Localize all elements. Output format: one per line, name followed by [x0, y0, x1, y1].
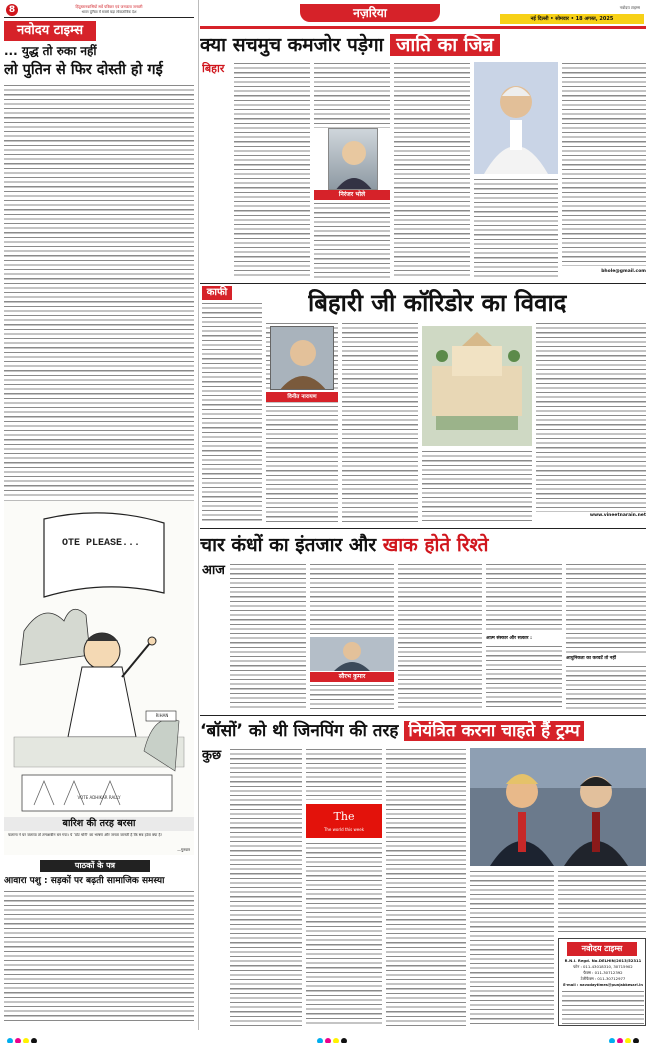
top-tagline: हिंदुस्तानवासियों सर्वे पत्रिकर एवं जनवाता जनवरी: [75, 4, 143, 9]
left-panel: [0, 0, 196, 1043]
article-col-2b: [310, 684, 394, 709]
article-col-5: [566, 563, 646, 653]
author-email: bhole@gmail.com: [601, 269, 646, 274]
headline-part-red: खाक होते रिश्ते: [382, 534, 489, 556]
article-col-4: [422, 450, 532, 522]
headline-part-black: क्या सचमुच कमजोर पड़ेगा: [200, 34, 391, 56]
article-caste: [200, 32, 646, 282]
page-number-badge: 8: [6, 4, 18, 16]
article-col-5b: [566, 665, 646, 709]
author-website: www.vineetnarain.net: [589, 513, 646, 518]
corridor-model-image: [422, 326, 532, 446]
author-name: निरंजर भोले: [314, 190, 390, 200]
politician-photo: [474, 62, 558, 174]
article-col-4b: [486, 645, 562, 709]
imprint-body: [562, 990, 644, 1024]
imprint-phone: फोन : 011-43018310, 30715902: [573, 964, 633, 969]
article-col-3: [394, 62, 470, 278]
article-photo: [474, 62, 558, 174]
article-corridor: [200, 286, 646, 526]
nazariya-label: नज़रिया: [300, 4, 440, 22]
economist-strap: The world this week: [323, 827, 365, 832]
author-portrait-icon: [329, 129, 378, 190]
imprint-reg: R.N.I. Regd. No.DELHIN/2013/52311: [564, 958, 642, 963]
editorial-body: [4, 84, 194, 496]
top-rule: [4, 17, 194, 18]
dropcap: कुछ: [202, 748, 222, 763]
economist-logo: [306, 804, 382, 838]
top-tagline-sub: भारत दुनिया में सबसे बड़ा लोकतांत्रिक देश: [81, 10, 137, 14]
subheading-2: आधुनिकता का करवटें तो नहीं: [566, 656, 616, 661]
article-trump: [200, 718, 646, 1030]
imprint-fax: फैक्स : 011-30712392: [583, 970, 623, 975]
cartoon-panel: [4, 500, 194, 855]
dateline: नई दिल्ली • सोमवार • 18 अगस्त, 2025: [500, 14, 644, 24]
cartoon-caption: फलाना ने घर जलाया तो तमाशबीन बन गया। ये ‘वोट चोरी’ का भाषण और जनता जानती है कि सब होता क्या है!: [8, 833, 162, 837]
article-col-2b: [314, 202, 390, 278]
cartoon-credit: —गुरुवार: [177, 847, 190, 852]
author-photo: [328, 128, 378, 190]
article-col-3: [386, 748, 466, 1026]
editorial-kicker: ... युद्ध तो रुका नहीं: [4, 44, 97, 58]
letters-heading: पाठकों के पत्र: [40, 860, 150, 872]
section-rule: [200, 528, 646, 529]
letters-body: [4, 890, 194, 1022]
article-col-4: [470, 870, 554, 1026]
dropcap: बिहार: [202, 62, 225, 75]
cartoonist-signature: RIHAN: [155, 713, 169, 718]
section-header: [200, 4, 646, 30]
subheading-1: आत्म संस्कार और सत्कार :: [486, 636, 532, 641]
article-headline: [200, 531, 646, 559]
article-col-5: [562, 62, 646, 266]
author-portrait-icon: [271, 327, 334, 390]
header-rule: [200, 26, 646, 29]
article-col-5: [558, 870, 646, 934]
section-rule: [200, 283, 646, 284]
leaders-photo: [470, 748, 646, 866]
cartoon-sign-text: OTE PLEASE...: [62, 538, 141, 549]
article-relations: [200, 531, 646, 713]
author-portrait-icon: [310, 637, 394, 671]
article-col-3: [342, 322, 418, 522]
headline-part-black: चार कंधों का इंतजार और: [200, 534, 383, 556]
article-col-2: [306, 748, 382, 800]
masthead-logo: नवोदय टाइम्स: [4, 21, 96, 41]
article-col-5: [536, 322, 646, 512]
article-col-4: [486, 563, 562, 633]
economist-wordmark: The: [333, 810, 355, 823]
letters-title: आवारा पशु : सड़कों पर बढ़ती सामाजिक समस्या: [4, 876, 165, 886]
imprint-telefax: टेलीफैक्स : 011-30712977: [580, 976, 626, 981]
dropcap: काफी: [202, 286, 232, 300]
headline-part-highlight: नियंत्रित करना चाहते हैं ट्रम्प: [404, 721, 583, 741]
headline-part-highlight: जाति का जिन्न: [390, 34, 499, 56]
brand-small: नवोदय टाइम्स: [619, 5, 640, 10]
article-headline: बिहारी जी कॉरिडोर का विवाद: [308, 289, 567, 317]
article-headline: [200, 718, 646, 744]
article-headline: [200, 32, 646, 58]
imprint-email: E-mail : navodaytimes@punjabkesari.in: [563, 983, 643, 987]
column-divider: [198, 0, 199, 1030]
cartoon-title: बारिश की तरह बरसा: [4, 817, 194, 831]
author-name: विनीत नारायण: [266, 392, 338, 402]
registration-marks: [0, 1036, 649, 1043]
article-col-1: [230, 748, 302, 1026]
dropcap: आज: [202, 563, 225, 578]
imprint-brand: नवोदय टाइम्स: [567, 942, 637, 956]
section-rule: [200, 715, 646, 716]
author-photo: [270, 326, 334, 390]
article-col-4: [474, 178, 558, 278]
author-name: सौरभ कुमार: [310, 672, 394, 682]
trump-xi-photo: [470, 748, 646, 866]
editorial-headline: लो पुतिन से फिर दोस्ती हो गई: [4, 62, 163, 78]
article-col-3: [398, 563, 482, 709]
imprint-box: [558, 938, 646, 1026]
article-col-2b: [306, 842, 382, 1026]
cartoon-banner-text: VOTE ADHIKAR RALLY: [77, 795, 121, 800]
print-color-bar: [0, 1032, 649, 1043]
article-col-2: [310, 563, 394, 635]
article-col-1: [234, 62, 310, 278]
article-col-2: [314, 62, 390, 128]
article-col-1: [202, 302, 262, 522]
author-photo: [310, 637, 394, 671]
article-col-1: [230, 563, 306, 709]
headline-part-black: ‘बॉसों’ को थी जिनपिंग की तरह: [200, 721, 405, 741]
corridor-photo: [422, 326, 532, 446]
